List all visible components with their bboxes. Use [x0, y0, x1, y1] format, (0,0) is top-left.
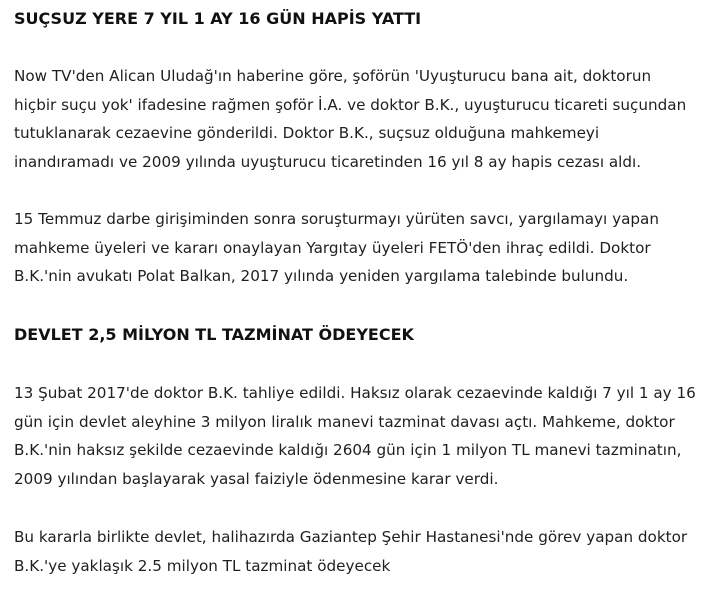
paragraph-4 [14, 523, 720, 580]
paragraph-4-line: Bu kararla birlikte devlet, halihazırda Gaziantep Şehir Hastanesi'nde görev yapan doktor [14, 528, 688, 546]
paragraph-2-line: B.K.'nin avukatı Polat Balkan, 2017 yılında yeniden yargılama talebinde bulundu. [14, 267, 629, 285]
paragraph-2-line: mahkeme üyeleri ve kararı onaylayan Yargıtay üyeleri FETÖ'den ihraç edildi. Doktor [14, 238, 651, 257]
paragraph-3-line: B.K.'nin haksız şekilde cezaevinde kaldığı 2604 gün için 1 milyon TL manevi tazminatın, [14, 441, 682, 459]
heading-suçsuz-hapis: SUÇSUZ YERE 7 YIL 1 AY 16 GÜN HAPİS YATTI [14, 9, 422, 28]
paragraph-4-line: B.K.'ye yaklaşık 2.5 milyon TL tazminat ödeyecek [14, 556, 391, 575]
paragraph-1-line: Now TV'den Alican Uludağ'ın haberine göre, şoförün 'Uyuşturucu bana ait, doktorun [14, 67, 652, 85]
paragraph-2 [14, 205, 720, 291]
paragraph-1-line: tutuklanarak cezaevine gönderildi. Doktor B.K., suçsuz olduğuna mahkemeyi [14, 124, 600, 142]
paragraph-3-line: gün için devlet aleyhine 3 milyon liralık manevi tazminat davası açtı. Mahkeme, doktor [14, 412, 675, 431]
paragraph-1-line: inandıramadı ve 2009 yılında uyuşturucu ticaretinden 16 yıl 8 ay hapis cezası aldı. [14, 152, 642, 171]
paragraph-1-line: hiçbir suçu yok' ifadesine rağmen şoför İ.A. ve doktor B.K., uyuşturucu ticareti suçundan [14, 95, 687, 114]
heading-devlet-tazminat: DEVLET 2,5 MİLYON TL TAZMİNAT ÖDEYECEK [14, 325, 414, 344]
paragraph-3-line: 2009 yılından başlayarak yasal faiziyle ödenmesine karar verdi. [14, 469, 499, 488]
paragraph-2-line: 15 Temmuz darbe girişiminden sonra soruşturmayı yürüten savcı, yargılamayı yapan [14, 210, 659, 228]
paragraph-1 [14, 62, 720, 176]
paragraph-3-line: 13 Şubat 2017'de doktor B.K. tahliye edildi. Haksız olarak cezaevinde kaldığı 7 yıl 1 ay 16 [14, 384, 696, 402]
paragraph-3 [14, 379, 720, 493]
